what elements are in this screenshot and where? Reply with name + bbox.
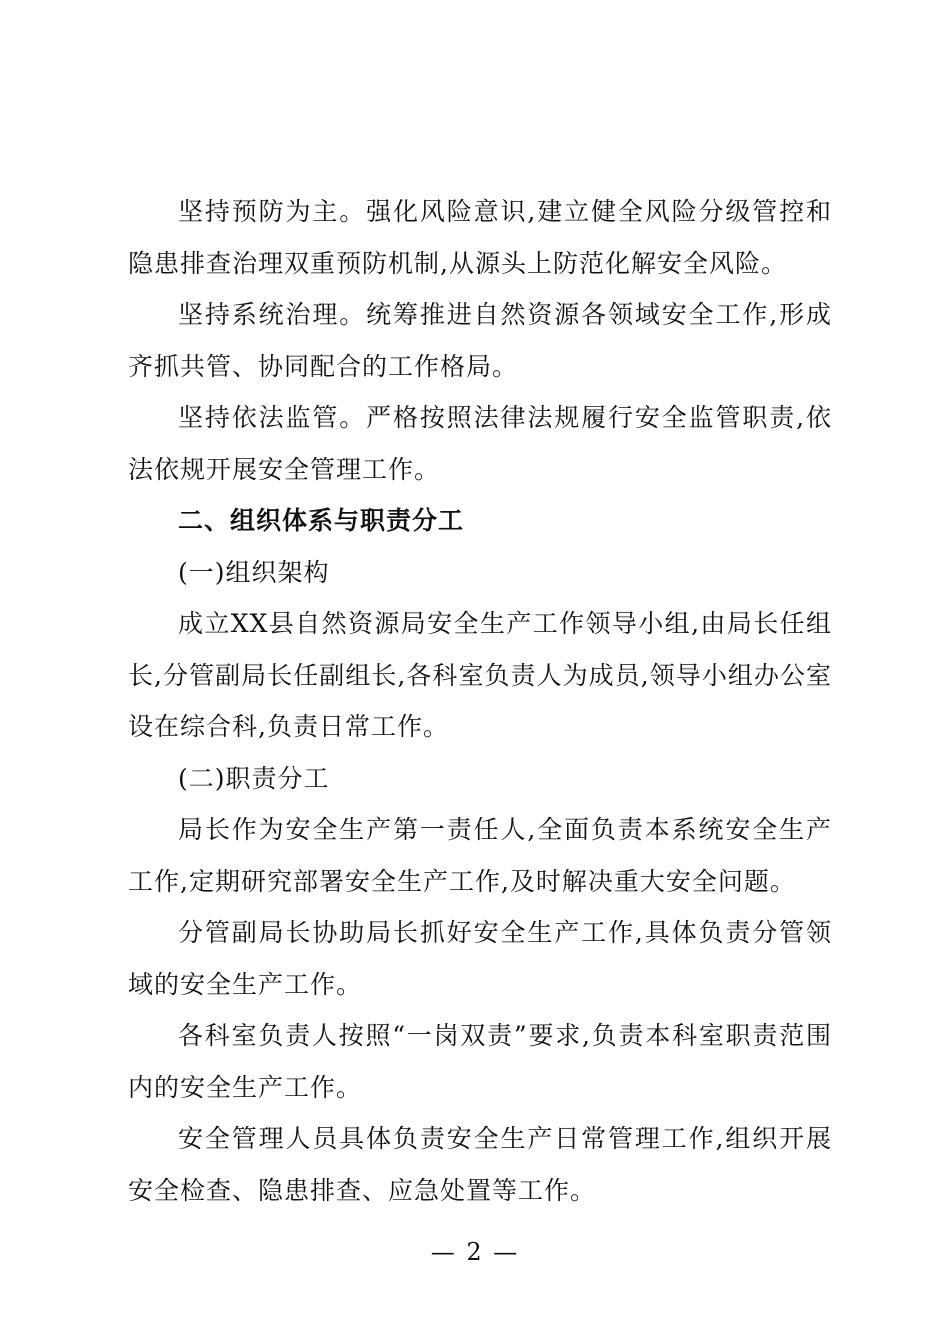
subheading-responsibilities: (二)职责分工 xyxy=(178,763,330,793)
paragraph-safety-staff-duty: 安全管理人员具体负责安全生产日常管理工作,组织开展安全检查、隐患排查、应急处置等工作。 xyxy=(128,1124,832,1205)
section-heading-organization: 二、组织体系与职责分工 xyxy=(178,506,465,535)
page-number: — 2 — xyxy=(430,1238,520,1266)
document-body xyxy=(128,186,832,1216)
paragraph-system-governance: 坚持系统治理。统筹推进自然资源各领域安全工作,形成齐抓共管、协同配合的工作格局。 xyxy=(128,300,832,381)
paragraph-section-heads-duty: 各科室负责人按照“一岗双责”要求,负责本科室职责范围内的安全生产工作。 xyxy=(128,1021,832,1102)
paragraph-lawful-supervision: 坚持依法监管。严格按照法律法规履行安全监管职责,依法依规开展安全管理工作。 xyxy=(128,403,832,484)
paragraph-prevention: 坚持预防为主。强化风险意识,建立健全风险分级管控和隐患排查治理双重预防机制,从源头上防范化解安全风险。 xyxy=(128,197,832,278)
paragraph-director-duty: 局长作为安全生产第一责任人,全面负责本系统安全生产工作,定期研究部署安全生产工作,及时解决重大安全问题。 xyxy=(128,815,832,896)
subheading-org-structure: (一)组织架构 xyxy=(178,557,330,587)
paragraph-leading-group: 成立XX县自然资源局安全生产工作领导小组,由局长任组长,分管副局长任副组长,各科室负责人为成员,领导小组办公室设在综合科,负责日常工作。 xyxy=(128,609,832,741)
paragraph-deputy-duty: 分管副局长协助局长抓好安全生产工作,具体负责分管领域的安全生产工作。 xyxy=(128,918,832,999)
